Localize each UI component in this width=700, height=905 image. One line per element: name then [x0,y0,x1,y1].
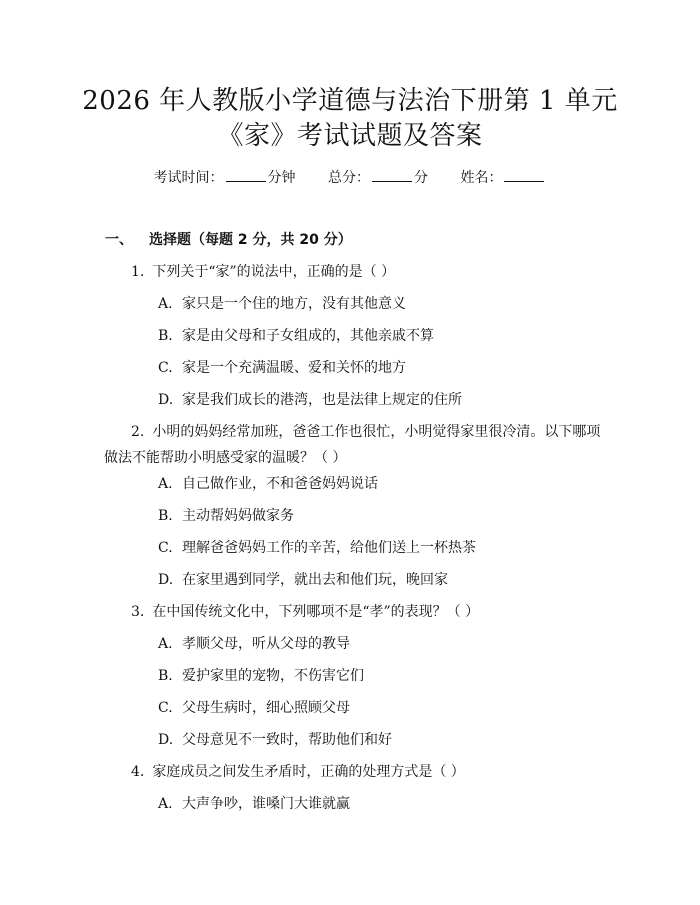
question-number: 4. [131,764,145,780]
option-text: 理解爸爸妈妈工作的辛苦，给他们送上一杯热茶 [182,540,476,556]
total-score-unit: 分 [414,170,428,186]
option-letter: B. [158,668,173,684]
option-letter: A. [158,636,173,652]
option-letter: C. [158,540,173,556]
exam-time-unit: 分钟 [267,170,296,186]
q2-option-d [158,570,448,590]
option-text: 家只是一个住的地方，没有其他意义 [182,296,406,312]
total-score-label: 总分： [328,170,370,186]
q1-option-b [158,326,434,346]
q1-option-d [158,390,462,410]
q4-option-a [158,794,350,814]
exam-time-field [154,168,296,188]
student-name-blank [504,169,544,182]
question-number: 3. [131,604,145,620]
q2-option-c [158,538,476,558]
q1-option-a [158,294,406,314]
option-text: 在家里遇到同学，就出去和他们玩，晚回家 [182,572,448,588]
option-letter: B. [158,508,173,524]
option-letter: C. [158,360,173,376]
exam-title-line1: 2026 年人教版小学道德与法治下册第 1 单元 [82,86,618,116]
question-2 [104,419,621,471]
question-number: 1. [131,264,145,280]
total-score-field [328,168,428,188]
question-text-line2: 做法不能帮助小明感受家的温暖？（ ） [104,450,347,466]
option-letter: A. [158,296,173,312]
option-text: 家是我们成长的港湾，也是法律上规定的住所 [182,392,462,408]
question-text: 在中国传统文化中，下列哪项不是“孝”的表现？（ ） [152,604,480,620]
option-letter: A. [158,476,173,492]
exam-meta [0,168,700,188]
option-text: 家是由父母和子女组成的，其他亲戚不算 [182,328,434,344]
option-text: 父母生病时，细心照顾父母 [182,700,350,716]
option-text: 家是一个充满温暖、爱和关怀的地方 [182,360,406,376]
total-score-blank [372,169,412,182]
q3-option-c [158,698,350,718]
question-4 [131,762,465,782]
option-letter: C. [158,700,173,716]
option-letter: B. [158,328,173,344]
exam-title-line2: 《家》考试试题及答案 [217,121,483,151]
option-text: 主动帮妈妈做家务 [182,508,294,524]
section-heading [105,230,352,250]
q1-option-c [158,358,406,378]
q3-option-d [158,730,392,750]
exam-time-label: 考试时间： [153,170,224,186]
question-1 [131,262,395,282]
q3-option-a [158,634,350,654]
question-3 [131,602,479,622]
question-text: 下列关于“家”的说法中，正确的是（ ） [152,264,396,280]
q2-option-b [158,506,294,526]
section-title: 选择题（每题 2 分，共 20 分） [149,232,352,248]
q2-option-a [158,474,378,494]
option-letter: D. [158,392,174,408]
q3-option-b [158,666,364,686]
section-number: 一、 [105,232,133,248]
option-text: 大声争吵，谁嗓门大谁就赢 [182,796,350,812]
student-name-label: 姓名： [460,170,503,186]
option-letter: D. [158,732,174,748]
option-text: 父母意见不一致时，帮助他们和好 [182,732,392,748]
option-letter: D. [158,572,174,588]
student-name-field [460,168,546,188]
option-text: 爱护家里的宠物，不伤害它们 [182,668,364,684]
option-letter: A. [158,796,173,812]
question-text: 小明的妈妈经常加班，爸爸工作也很忙，小明觉得家里很冷清。以下哪项 [152,424,601,440]
exam-time-blank [226,169,266,182]
question-text: 家庭成员之间发生矛盾时，正确的处理方式是（ ） [152,764,465,780]
question-number: 2. [131,424,145,440]
option-text: 自己做作业，不和爸爸妈妈说话 [182,476,378,492]
option-text: 孝顺父母，听从父母的教导 [182,636,350,652]
